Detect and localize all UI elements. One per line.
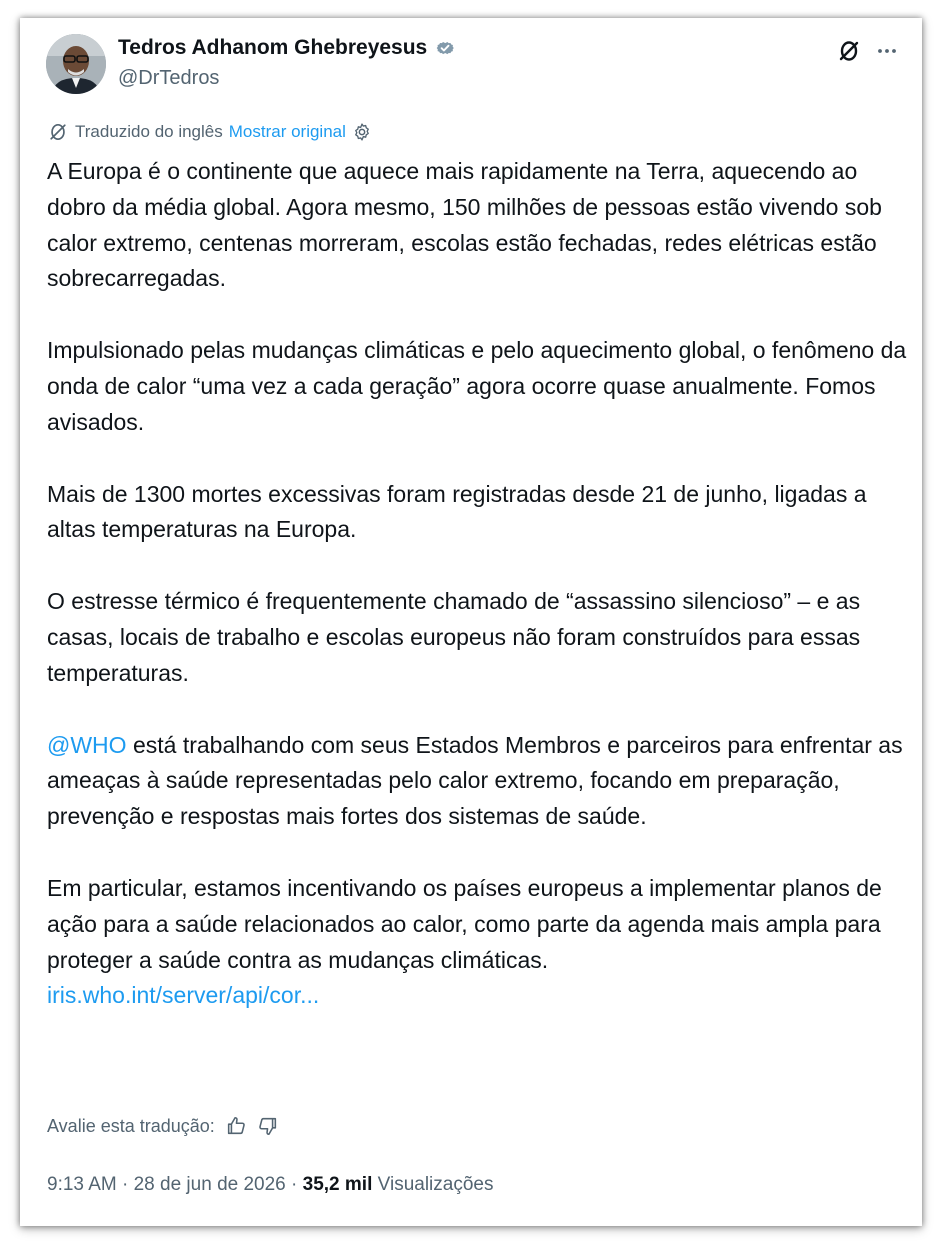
more-icon[interactable] xyxy=(874,38,900,64)
meta-separator: · xyxy=(285,1174,303,1195)
who-paragraph-text: está trabalhando com seus Estados Membros e parceiros para enfrentar as ameaças à saúde representadas pelo calor extremo, focando em preparação, prevenção e respostas mais fortes dos sistemas de saúde. xyxy=(47,731,903,830)
who-mention-link[interactable]: @WHO xyxy=(47,731,127,758)
verified-badge-icon xyxy=(433,36,457,60)
views-label: Visualizações xyxy=(377,1174,494,1195)
settings-gear-icon[interactable] xyxy=(352,122,372,142)
rate-label: Avalie esta tradução: xyxy=(47,1115,215,1136)
tweet-time[interactable]: 9:13 AM xyxy=(47,1174,117,1195)
tweet-actions xyxy=(836,38,900,64)
tweet-text xyxy=(47,154,907,1014)
tweet-card xyxy=(20,18,922,1226)
external-link[interactable]: iris.who.int/server/api/cor... xyxy=(47,982,320,1009)
show-original-link[interactable]: Mostrar original xyxy=(228,122,346,141)
author-name[interactable]: Tedros Adhanom Ghebreyesus xyxy=(118,36,428,59)
last-paragraph-text: Em particular, estamos incentivando os países europeus a implementar planos de ação para a saúde relacionados ao calor, como parte da agenda mais ampla para proteger a saúde contra as mudanças climáticas. xyxy=(47,874,882,973)
thumbs-up-icon[interactable] xyxy=(225,1115,247,1137)
paragraph: Mais de 1300 mortes excessivas foram registradas desde 21 de junho, ligadas a altas temperaturas na Europa. xyxy=(47,480,867,543)
avatar-image xyxy=(46,34,106,94)
thumbs-down-icon[interactable] xyxy=(257,1115,279,1137)
paragraph: Impulsionado pelas mudanças climáticas e pelo aquecimento global, o fenômeno da onda de calor “uma vez a cada geração” agora ocorre quase anualmente. Fomos avisados. xyxy=(47,337,907,435)
who-paragraph xyxy=(47,728,907,835)
views-count: 35,2 mil xyxy=(302,1174,373,1195)
translation-label: Traduzido do inglês xyxy=(75,122,223,141)
author-name-row[interactable] xyxy=(118,36,457,60)
translate-small-icon xyxy=(47,121,69,143)
author-handle[interactable]: @DrTedros xyxy=(118,67,220,89)
paragraph: A Europa é o continente que aquece mais rapidamente na Terra, aquecendo ao dobro da média global. Agora mesmo, 150 milhões de pessoas estão vivendo sob calor extremo, centenas morreram, escolas estão fechadas, redes elétricas estão sobrecarregadas. xyxy=(47,158,882,292)
meta-separator: · xyxy=(116,1174,134,1195)
tweet-date[interactable]: 28 de jun de 2026 xyxy=(133,1174,286,1195)
paragraph: O estresse térmico é frequentemente chamado de “assassino silencioso” – e as casas, locais de trabalho e escolas europeus não foram construídos para essas temperaturas. xyxy=(47,588,861,686)
tweet-meta xyxy=(47,1174,493,1196)
translate-icon[interactable] xyxy=(836,38,862,64)
last-paragraph xyxy=(47,871,907,1014)
rate-translation xyxy=(47,1115,279,1137)
avatar[interactable] xyxy=(46,34,106,94)
translation-notice xyxy=(47,121,372,143)
